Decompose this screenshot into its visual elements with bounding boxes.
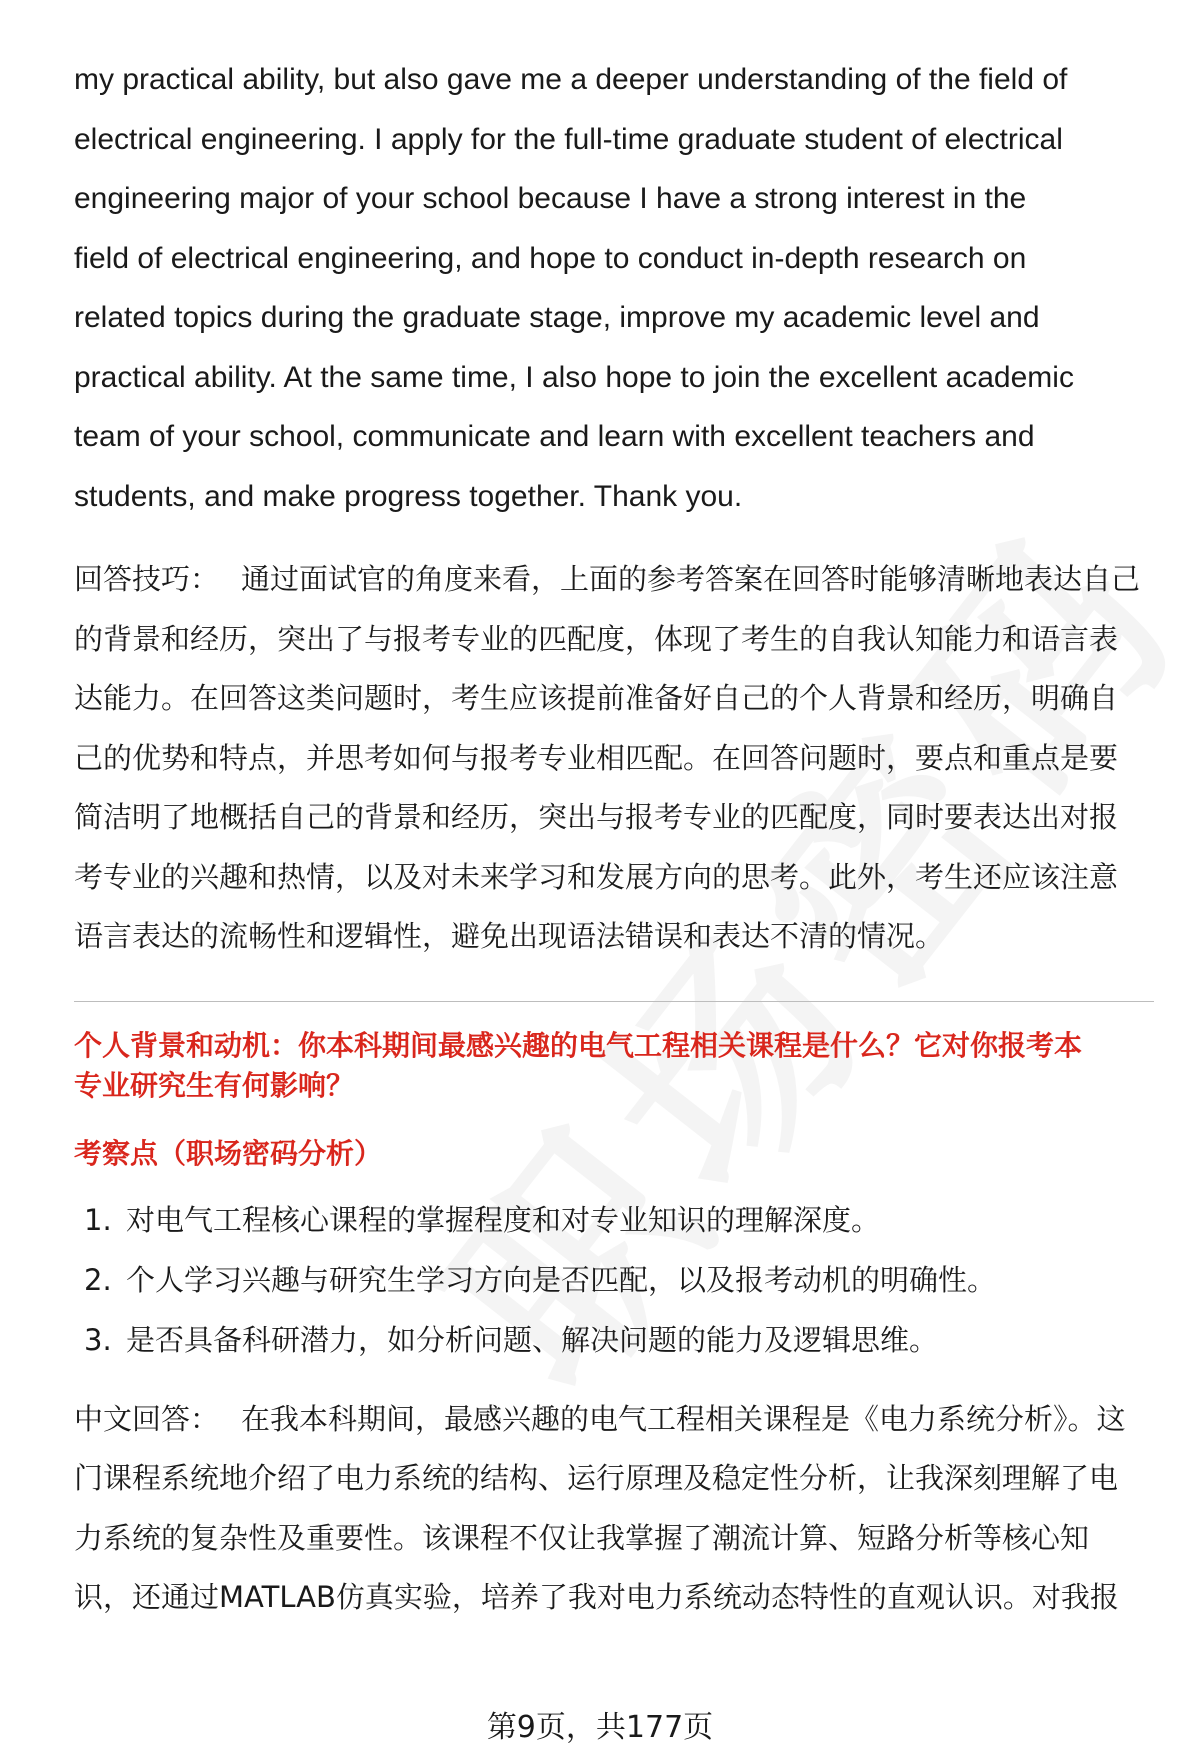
list-number: 1. <box>84 1202 112 1237</box>
list-item <box>74 1190 1154 1250</box>
english-answer-paragraph <box>74 50 1154 526</box>
text-line: team of your school, communicate and learn with excellent teachers and <box>74 420 1035 453</box>
text-line: field of electrical engineering, and hope to conduct in-depth research on <box>74 241 1027 275</box>
list-number: 2. <box>84 1262 112 1297</box>
text-line: 达能力。在回答这类问题时，考生应该提前准备好自己的个人背景和经历，明确自 <box>74 681 1119 715</box>
text-line: practical ability. At the same time, I also hope to join the excellent academic <box>74 360 1074 394</box>
text-line: related topics during the graduate stage, improve my academic level and <box>74 301 1040 334</box>
text-line: 专业研究生有何影响？ <box>74 1068 355 1102</box>
text-line: 语言表达的流畅性和逻辑性，避免出现语法错误和表达不清的情况。 <box>74 919 945 953</box>
text-line: 己的优势和特点，并思考如何与报考专业相匹配。在回答问题时，要点和重点是要 <box>74 740 1119 775</box>
page-number-footer: 第9页，共177页 <box>486 1710 714 1745</box>
text-line: 中文回答： 在我本科期间，最感兴趣的电气工程相关课程是《电力系统分析》。这 <box>74 1401 1126 1436</box>
text-line: 考专业的兴趣和热情，以及对未来学习和发展方向的思考。此外，考生还应该注意 <box>74 859 1119 894</box>
text-line: 回答技巧： 通过面试官的角度来看，上面的参考答案在回答时能够清晰地表达自己 <box>74 562 1141 596</box>
list-item <box>74 1310 1154 1370</box>
text-line: electrical engineering. I apply for the full-time graduate student of electrical <box>74 122 1063 156</box>
text-line: 门课程系统地介绍了电力系统的结构、运行原理及稳定性分析，让我深刻理解了电 <box>74 1461 1119 1495</box>
answer-tips-paragraph <box>74 550 1154 967</box>
list-item <box>74 1250 1154 1310</box>
text-line: students, and make progress together. Thank you. <box>74 479 743 513</box>
text-line: 识，还通过MATLAB仿真实验，培养了我对电力系统动态特性的直观认识。对我报 <box>74 1580 1119 1614</box>
list-text: 对电气工程核心课程的掌握程度和对专业知识的理解深度。 <box>126 1202 881 1237</box>
list-text: 是否具备科研潜力，如分析问题、解决问题的能力及逻辑思维。 <box>126 1322 939 1357</box>
assessment-points-list <box>74 1190 1154 1370</box>
text-line: my practical ability, but also gave me a deeper understanding of the field of <box>74 63 1068 96</box>
list-number: 3. <box>84 1322 112 1357</box>
text-line: engineering major of your school because I have a strong interest in the <box>74 182 1027 215</box>
answer-label: 中文回答： <box>74 1401 220 1436</box>
chinese-answer-paragraph <box>74 1390 1154 1628</box>
assessment-heading: 考察点（职场密码分析） <box>74 1136 383 1170</box>
list-text: 个人学习兴趣与研究生学习方向是否匹配，以及报考动机的明确性。 <box>126 1262 997 1297</box>
text-line: 个人背景和动机：你本科期间最感兴趣的电气工程相关课程是什么？它对你报考本 <box>74 1028 1083 1062</box>
question-heading <box>74 1026 1154 1106</box>
tips-label: 回答技巧： <box>74 562 220 596</box>
document-page <box>74 50 1154 1628</box>
text-line: 的背景和经历，突出了与报考专业的匹配度，体现了考生的自我认知能力和语言表 <box>74 621 1119 656</box>
text-line: 简洁明了地概括自己的背景和经历，突出与报考专业的匹配度，同时要表达出对报 <box>74 800 1119 834</box>
text-line: 力系统的复杂性及重要性。该课程不仅让我掌握了潮流计算、短路分析等核心知 <box>74 1520 1090 1555</box>
section-divider <box>74 1001 1154 1002</box>
